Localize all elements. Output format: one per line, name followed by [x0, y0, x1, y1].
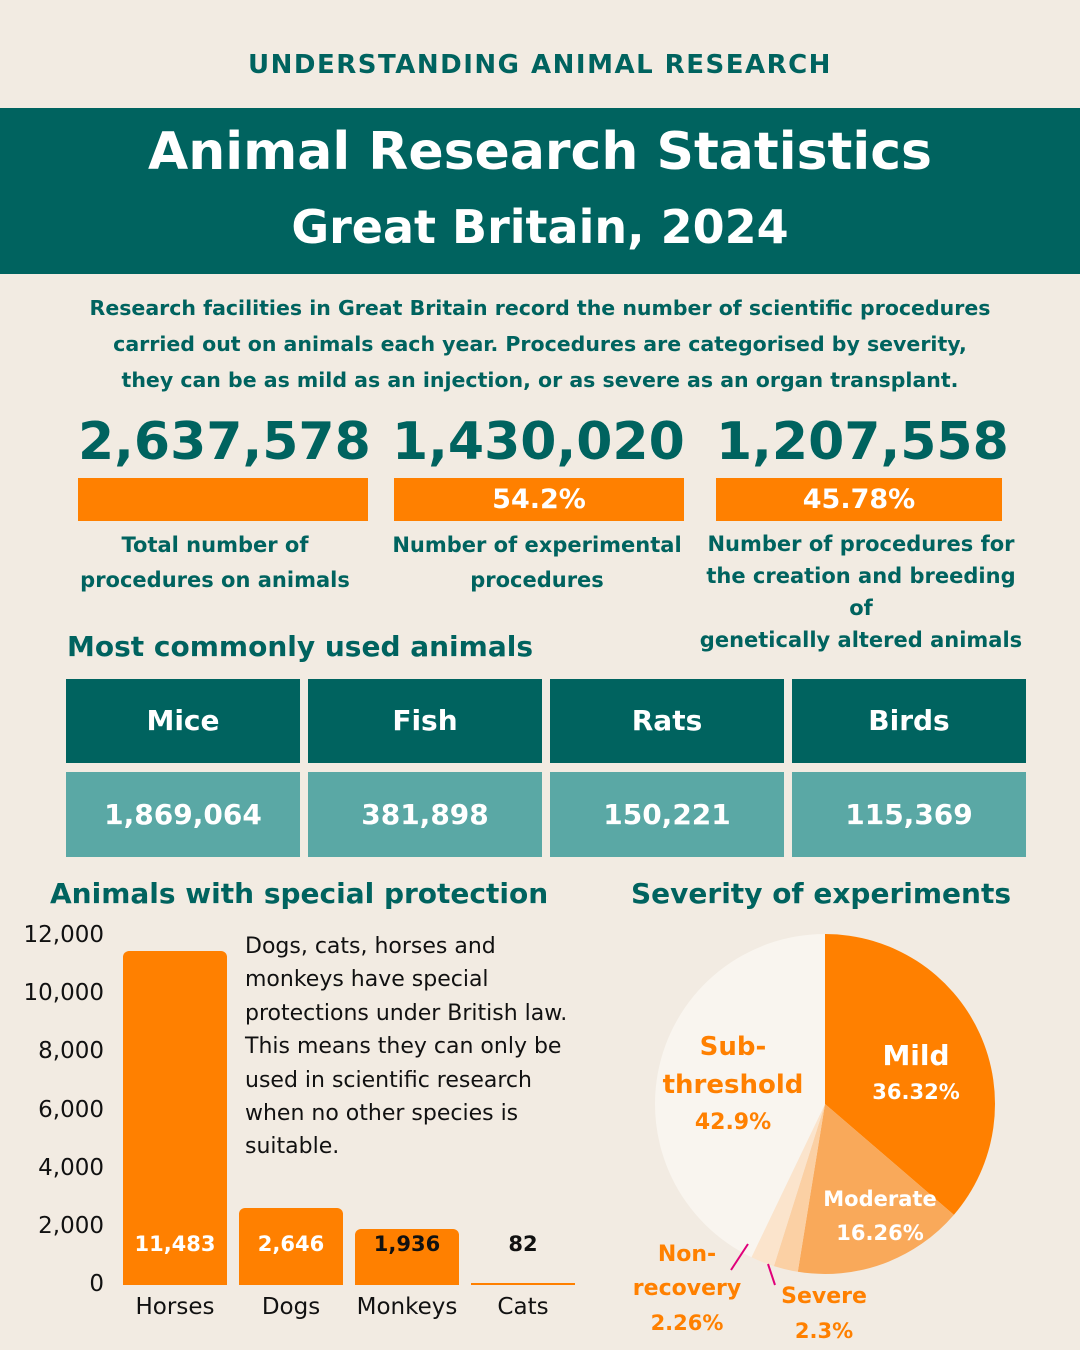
- note-line: protections under British law.: [245, 1000, 568, 1026]
- y-tick-label: 0: [89, 1271, 104, 1297]
- x-category-label: Horses: [135, 1294, 215, 1320]
- stat-label-line: Total number of: [121, 533, 309, 557]
- animal-name-rats: Rats: [550, 679, 784, 763]
- y-tick-label: 6,000: [38, 1096, 104, 1123]
- pie-label-percent: 2.3%: [794, 1319, 854, 1343]
- animal-name-mice: Mice: [66, 679, 300, 763]
- total-procedures-value: 2,637,578: [78, 412, 371, 472]
- pie-label-name: Sub-: [699, 1032, 767, 1062]
- experimental-procedures-bar: 54.2%: [394, 478, 684, 521]
- ga-procedures-bar: 45.78%: [716, 478, 1002, 521]
- ga-procedures-value: 1,207,558: [716, 412, 1009, 472]
- pie-label-name: Mild: [882, 1039, 950, 1072]
- page-title: Animal Research Statistics: [148, 122, 932, 182]
- pie-leader-line: [768, 1264, 775, 1285]
- stat-label-line: genetically altered animals: [699, 628, 1023, 652]
- y-tick-label: 4,000: [38, 1154, 104, 1181]
- note-line: when no other species is: [245, 1101, 519, 1127]
- note-line: This means they can only be: [245, 1034, 562, 1060]
- pie-label-percent: 2.26%: [650, 1311, 724, 1335]
- pie-label-name: Moderate: [823, 1187, 937, 1211]
- note-line: used in scientific research: [245, 1067, 532, 1093]
- stat-label-line: procedures: [470, 568, 604, 592]
- animal-count-rats: 150,221: [550, 772, 784, 857]
- intro-line: Research facilities in Great Britain record the number of scientific procedures: [89, 296, 991, 320]
- protection-heading: Animals with special protection: [50, 877, 549, 910]
- x-category-label: Dogs: [261, 1294, 321, 1320]
- animal-count-birds: 115,369: [792, 772, 1026, 857]
- bar-value-label: 1,936: [373, 1232, 441, 1256]
- animal-name-fish: Fish: [308, 679, 542, 763]
- y-tick-label: 10,000: [23, 980, 104, 1007]
- pie-label-name: Severe: [781, 1284, 867, 1309]
- page-subtitle: Great Britain, 2024: [291, 200, 789, 254]
- experimental-procedures-value: 1,430,020: [392, 412, 685, 472]
- y-tick-label: 8,000: [38, 1038, 104, 1065]
- pie-label-percent: 36.32%: [872, 1080, 960, 1104]
- bar-value-label: 2,646: [257, 1232, 325, 1256]
- x-category-label: Cats: [497, 1294, 549, 1320]
- pie-label-name: threshold: [662, 1070, 804, 1100]
- y-tick-label: 2,000: [38, 1212, 104, 1239]
- pie-label-percent: 42.9%: [694, 1110, 772, 1135]
- note-line: monkeys have special: [245, 967, 489, 993]
- stat-label-line: Number of procedures for: [707, 532, 1015, 556]
- x-category-label: Monkeys: [356, 1294, 458, 1320]
- stat-label-line: the creation and breeding of: [706, 564, 1016, 620]
- y-tick-label: 12,000: [23, 922, 104, 948]
- pie-label-name: Non-: [657, 1242, 717, 1267]
- animal-count-fish: 381,898: [308, 772, 542, 857]
- severity-heading: Severity of experiments: [631, 877, 1011, 910]
- stat-label-line: Number of experimental: [392, 533, 682, 557]
- kicker-text: UNDERSTANDING ANIMAL RESEARCH: [248, 50, 832, 80]
- pie-label-name: recovery: [632, 1276, 742, 1301]
- stat-label-line: procedures on animals: [80, 568, 350, 592]
- note-line: Dogs, cats, horses and: [245, 934, 496, 959]
- animal-count-mice: 1,869,064: [66, 772, 300, 857]
- intro-line: they can be as mild as an injection, or as severe as an organ transplant.: [121, 368, 959, 392]
- bar-value-label: 82: [508, 1232, 538, 1256]
- note-line: suitable.: [245, 1134, 340, 1160]
- animal-name-birds: Birds: [792, 679, 1026, 763]
- pie-label-percent: 16.26%: [836, 1221, 924, 1245]
- bar-value-label: 11,483: [134, 1232, 216, 1256]
- common-animals-heading: Most commonly used animals: [67, 630, 533, 663]
- intro-line: carried out on animals each year. Procedures are categorised by severity,: [113, 332, 967, 356]
